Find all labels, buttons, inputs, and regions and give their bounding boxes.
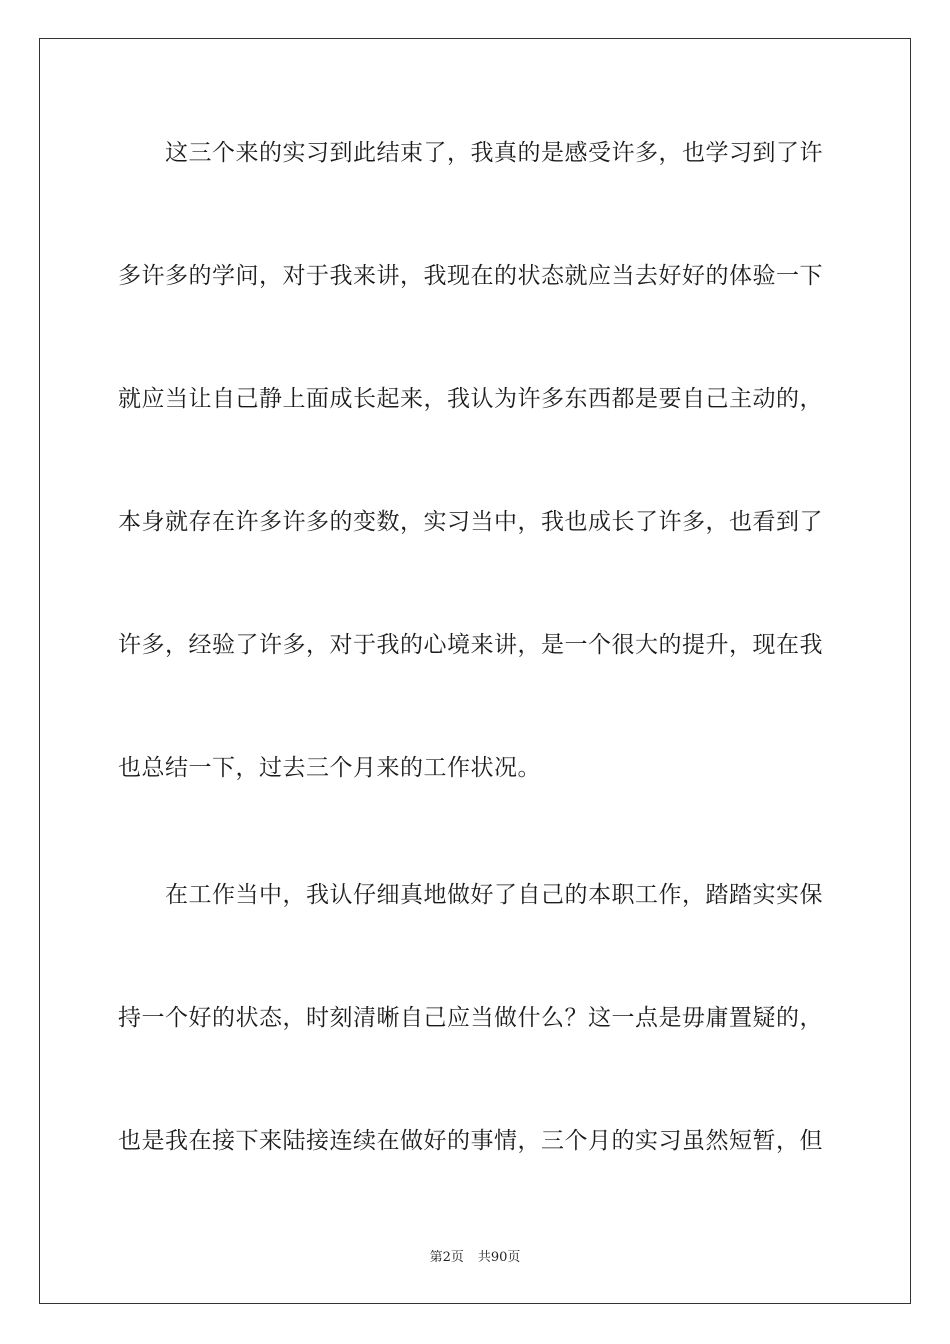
paragraph-1-line-5: 许多，经验了许多，对于我的心境来讲，是一个很大的提升，现在我 [118, 632, 823, 658]
paragraph-2-line-1: 在工作当中，我认仔细真地做好了自己的本职工作，踏踏实实保 [165, 882, 823, 908]
paragraph-2-line-3: 也是我在接下来陆接连续在做好的事情，三个月的实习虽然短暂，但 [118, 1128, 823, 1154]
page-footer [0, 1246, 950, 1265]
paragraph-2-line-2: 持一个好的状态，时刻清晰自己应当做什么？这一点是毋庸置疑的， [118, 1005, 823, 1031]
page-number: 第2页 [429, 1250, 464, 1265]
paragraph-1-line-4: 本身就存在许多许多的变数，实习当中，我也成长了许多，也看到了 [118, 509, 823, 535]
paragraph-1-line-6: 也总结一下，过去三个月来的工作状况。 [118, 755, 541, 781]
total-pages: 共90页 [477, 1250, 521, 1265]
paragraph-1-line-1: 这三个来的实习到此结束了，我真的是感受许多，也学习到了许 [165, 140, 823, 166]
page-border [39, 38, 911, 1304]
paragraph-1-line-3: 就应当让自己静上面成长起来，我认为许多东西都是要自己主动的， [118, 386, 823, 412]
paragraph-1-line-2: 多许多的学问，对于我来讲，我现在的状态就应当去好好的体验一下 [118, 263, 823, 289]
